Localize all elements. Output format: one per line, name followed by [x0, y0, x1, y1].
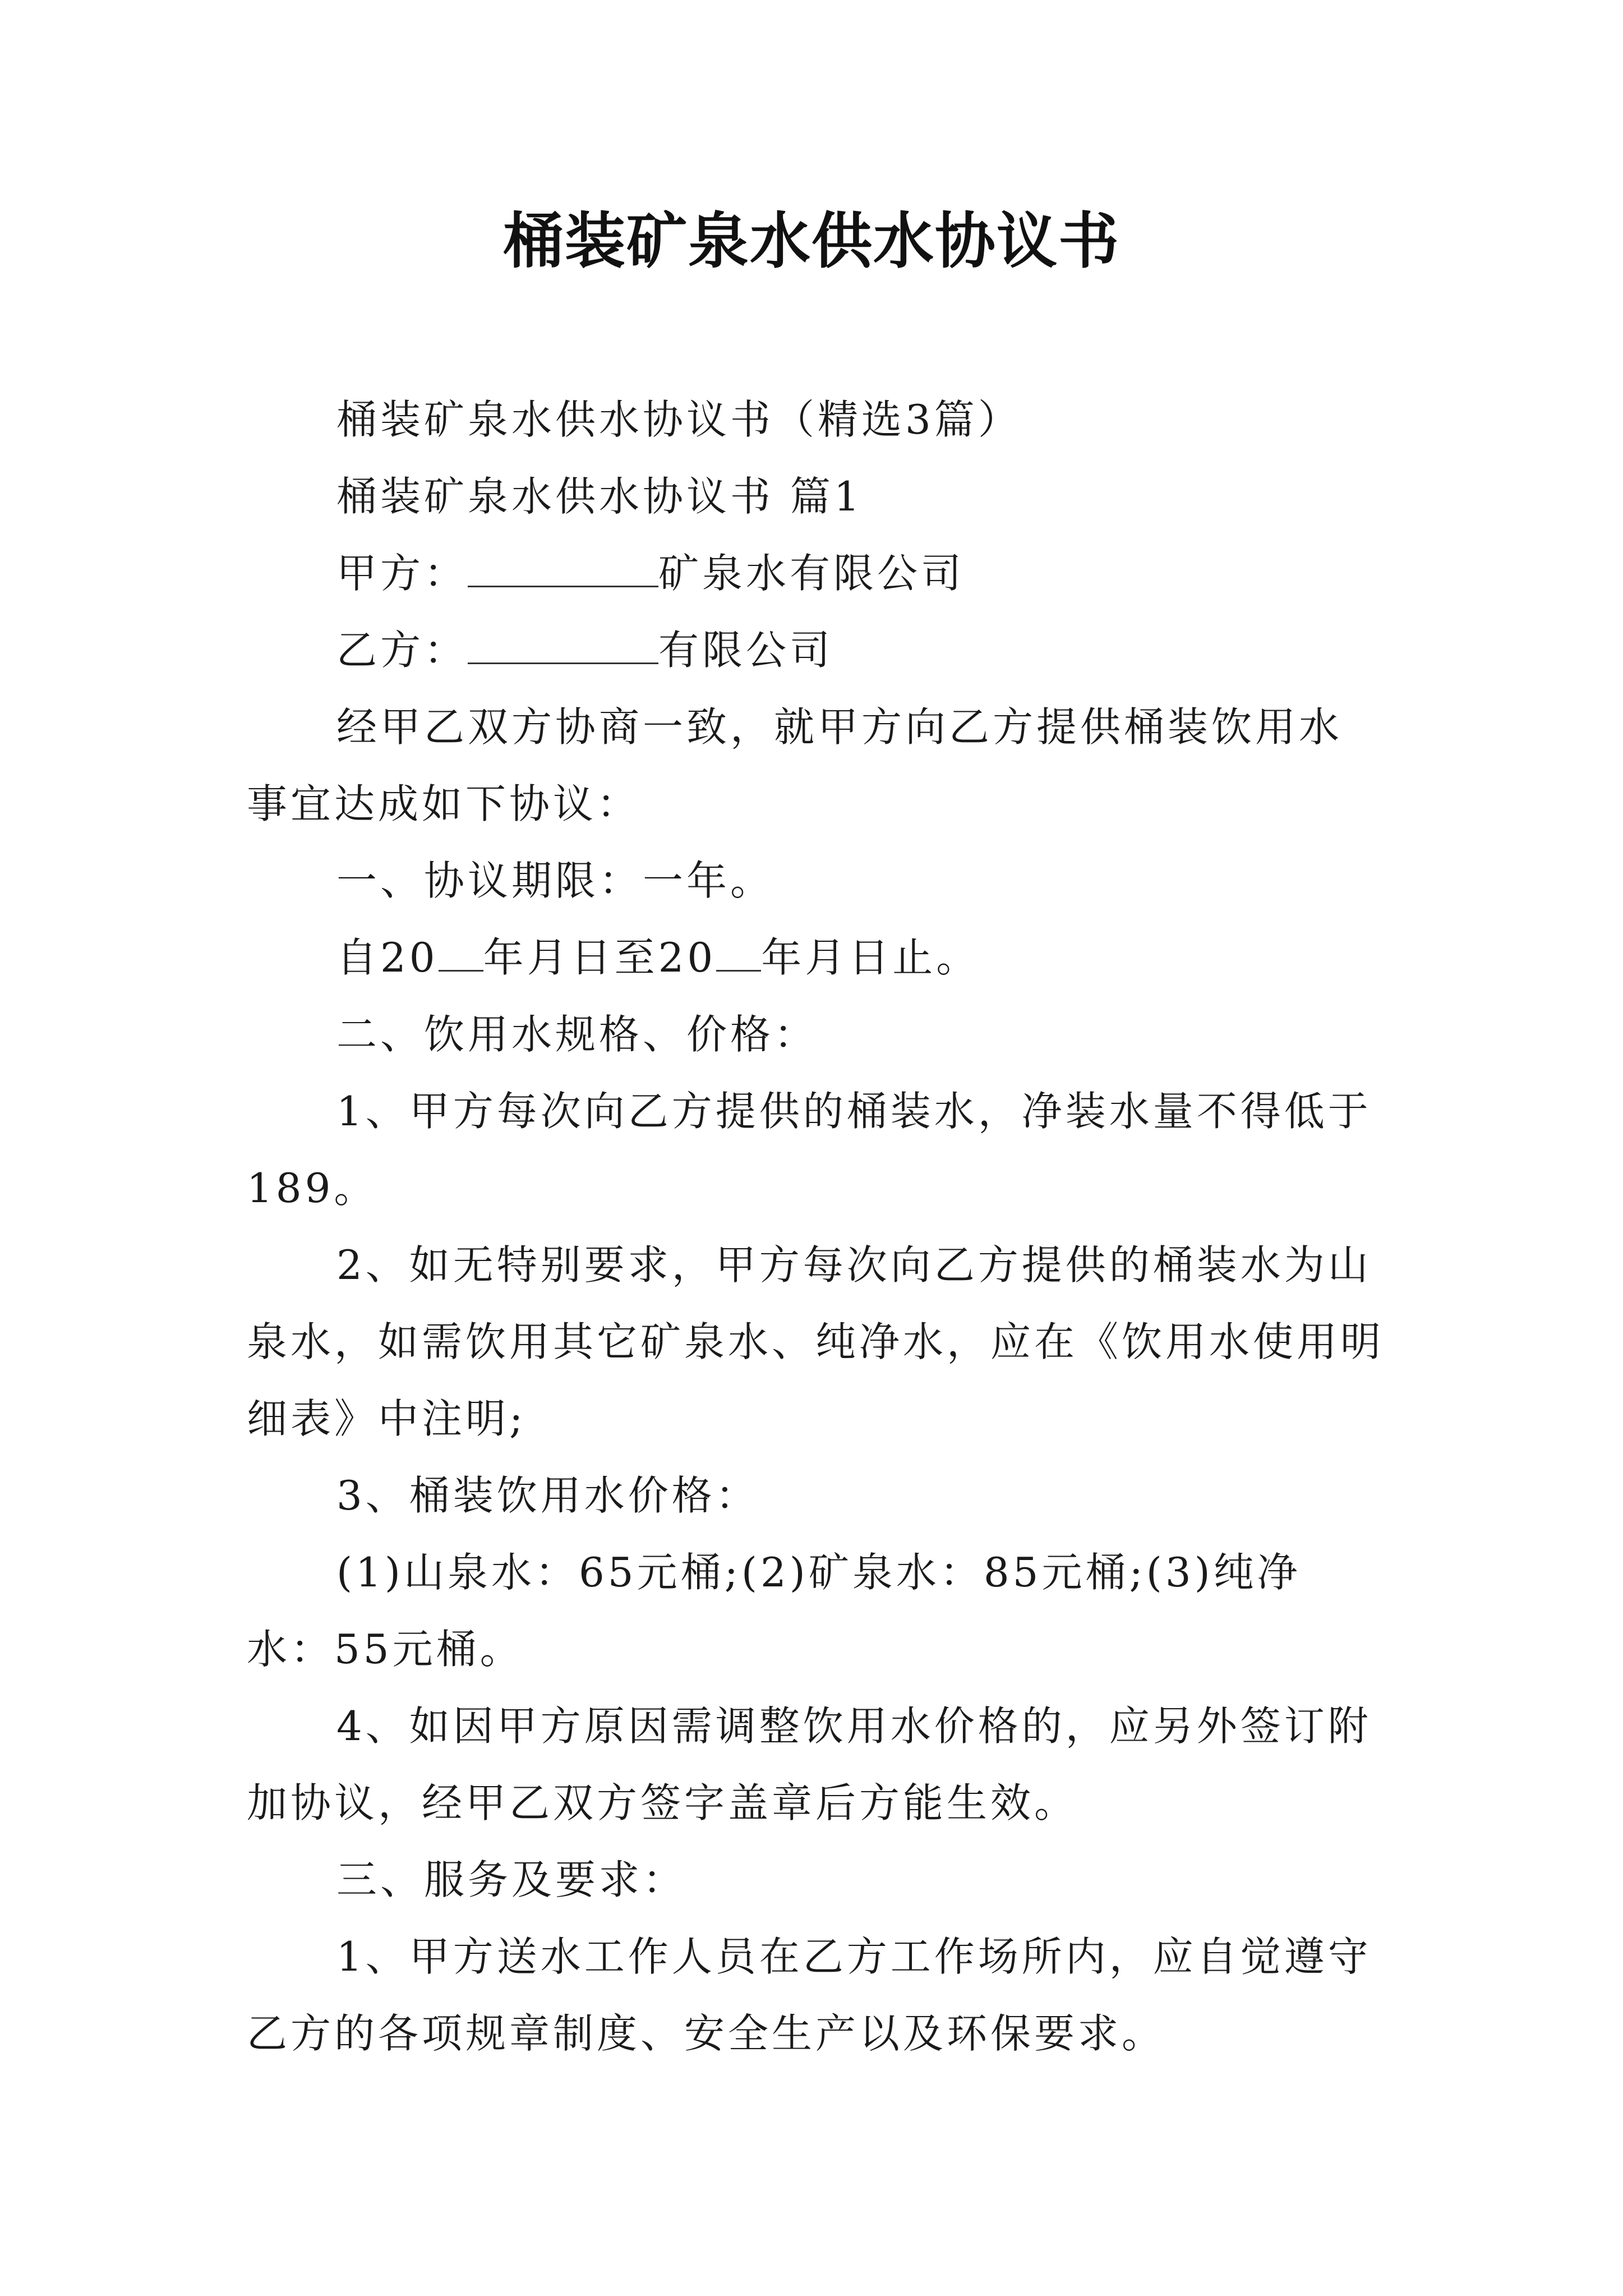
party-a-line	[247, 535, 1385, 612]
intro-paragraph: 经甲乙双方协商一致，就甲方向乙方提供桶装饮用水事宜达成如下协议：	[247, 703, 1343, 827]
period-from-prefix: 自20	[336, 934, 439, 981]
party-b-blank	[468, 629, 658, 664]
clause2-heading: 二、饮用水规格、价格：	[336, 1011, 818, 1058]
clause2-item1: 1、甲方每次向乙方提供的桶装水，净装水量不得低于189。	[247, 1088, 1372, 1212]
year-blank-end	[716, 936, 761, 972]
year-blank-start	[439, 936, 483, 972]
party-a-blank	[468, 552, 658, 587]
clause2-item3: 3、桶装饮用水价格：	[336, 1472, 759, 1519]
document-subtitle: 桶装矿泉水供水协议书（精选3篇）	[336, 396, 1022, 443]
clause3-item1: 1、甲方送水工作人员在乙方工作场所内，应自觉遵守乙方的各项规章制度、安全生产以及环保要求。	[247, 1933, 1372, 2057]
party-b-label: 乙方：	[336, 627, 468, 674]
party-b-line	[247, 612, 1385, 689]
price-list: (1)山泉水：65元桶;(2)矿泉水：85元桶;(3)纯净水：55元桶。	[247, 1549, 1301, 1673]
clause2-item2: 2、如无特别要求，甲方每次向乙方提供的桶装水为山泉水，如需饮用其它矿泉水、纯净水，应在《饮用水使用明细表》中注明;	[247, 1241, 1385, 1442]
document-title: 桶装矿泉水供水协议书	[502, 206, 1120, 277]
period-line	[247, 919, 1385, 996]
clause3-heading: 三、服务及要求：	[336, 1856, 687, 1903]
party-b-name: 有限公司	[658, 627, 834, 674]
clause2-item4: 4、如因甲方原因需调整饮用水价格的，应另外签订附加协议，经甲乙双方签字盖章后方能生效。	[247, 1703, 1372, 1826]
section-heading: 桶装矿泉水供水协议书 篇1	[336, 473, 863, 520]
period-from-suffix: 年月日至20	[483, 934, 717, 981]
party-a-label: 甲方：	[336, 550, 468, 597]
clause1-heading: 一、协议期限：一年。	[336, 857, 774, 904]
party-a-name: 矿泉水有限公司	[658, 550, 965, 597]
document-body	[247, 381, 1385, 2072]
period-to-suffix: 年月日止。	[761, 934, 980, 981]
